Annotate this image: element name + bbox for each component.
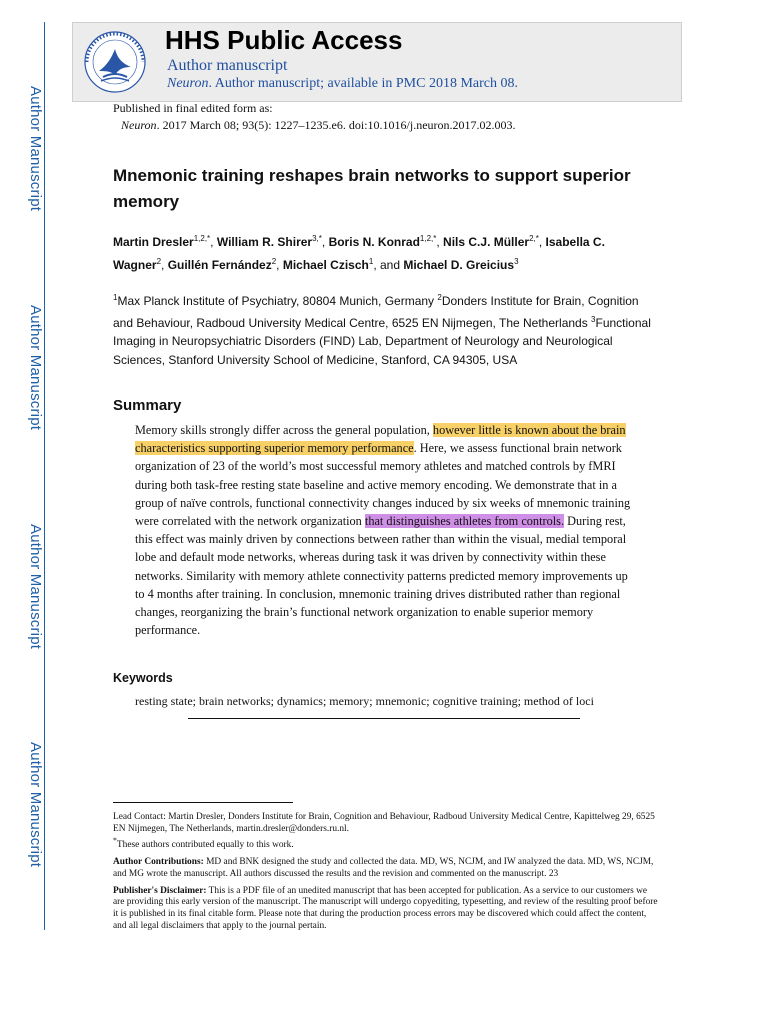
hhs-header-banner [72,22,682,102]
sidebar-rule [44,22,45,930]
footnotes [113,812,659,937]
author-separator: , and [373,258,404,272]
author-contributions-note: Author Contributions: MD and BNK designed the study and collected the data. MD, WS, NCJM, and IW analyzed the data. MD, WS, NCJM, and MG wrote the manuscript. All authors discussed the results and the revision and commented on the manuscript. 23 [113,857,654,879]
author-separator: , [321,235,329,249]
author-affiliation-sup: 3,* [312,234,322,243]
author-name: Boris N. Konrad [328,235,420,249]
hhs-eagle-seal-icon [81,29,149,95]
author-name: Isabella C. Wagner [113,235,605,272]
publication-info [113,100,516,134]
affiliation-text: Max Planck Institute of Psychiatry, 80804 Munich, Germany [117,294,438,308]
published-final-label: Published in final edited form as: [113,101,273,115]
sidebar-label-author-manuscript: Author Manuscript [27,742,44,868]
publisher-disclaimer-note: Publisher's Disclaimer: This is a PDF file of an unedited manuscript that has been accepted for publication. As a service to our customers we are providing this early version of the manuscript. The manuscript will undergo copyediting, typesetting, and review of the resulting proof before it is published in its final citable form. Please note that during the production process errors may be discovered which could affect the content, and all legal disclaimers that apply to the journal pertain. [113,885,658,931]
author-separator: , [210,235,217,249]
author-name: Martin Dresler [113,235,194,249]
affiliation-text: Donders Institute for Brain, Cognition and Behaviour, Radboud University Medical Centre, 6525 EN Nijmegen, The Netherlands [113,294,639,330]
author-list [113,229,653,275]
affiliation-sup: 2 [437,293,442,302]
keywords-heading: Keywords [113,671,173,685]
summary-abstract: Memory skills strongly differ across the general population, however little is known about the brain characteristics supporting superior memory performance. Here, we assess functional brain network organization of 23 of the world’s most successful memory athletes and matched controls by fMRI during both task-free resting state baseline and active memory encoding. We demonstrate that in a group of naïve controls, functional connectivity changes induced by six weeks of mnemonic training were correlated with the network organization that distinguishes athletes from controls. During rest, this effect was mainly driven by connections between rather than within the visual, medial temporal lobe and default mode networks, whereas during task it was driven by connectivity within these networks. Similarity with memory athlete connectivity patterns predicted memory improvements up to 4 months after training. In conclusion, mnemonic training drives distributed rather than regional changes, reorganizing the brain’s functional network organization to enable superior memory performance. [135,423,631,638]
author-separator: , [161,258,168,272]
sidebar-label-author-manuscript: Author Manuscript [27,524,44,650]
journal-name: Neuron [167,76,209,91]
citation: Neuron. 2017 March 08; 93(5): 1227–1235.e6. doi:10.1016/j.neuron.2017.02.003. [121,118,516,132]
author-separator: , [436,235,444,249]
author-affiliation-sup: 2,* [529,234,539,243]
summary-heading: Summary [113,397,182,414]
author-affiliation-sup: 1 [368,257,374,266]
affiliation-sup: 3 [591,314,596,324]
affiliation-sup: 1 [113,293,118,302]
equal-contribution-note: *These authors contributed equally to this work. [113,836,294,851]
lead-contact-note: Lead Contact: Martin Dresler, Donders Institute for Brain, Cognition and Behaviour, Radboud University Medical Centre, Kapittelweg 29, 6525 EN Nijmegen, The Netherlands, martin.dresler@donders.ru.nl. [113,812,655,834]
author-affiliation-sup: 3 [514,257,519,266]
sidebar-label-author-manuscript: Author Manuscript [27,305,44,431]
journal-availability-line: Neuron. Author manuscript; available in PMC 2018 March 08. [167,76,518,91]
author-name: William R. Shirer [216,235,313,249]
sidebar-label-author-manuscript: Author Manuscript [27,86,44,212]
author-affiliation-sup: 1,2,* [193,234,211,243]
author-name: Guillén Fernández [167,258,272,272]
author-manuscript-subtitle: Author manuscript [167,57,288,74]
keywords-divider [188,718,580,719]
footnote-divider [113,802,293,803]
author-separator: , [276,258,283,272]
author-affiliation-sup: 1,2,* [419,234,437,243]
author-name: Michael Czisch [282,258,369,272]
highlight-purple[interactable]: that distinguishes athletes from controls. [364,514,565,529]
author-name: Nils C.J. Müller [443,235,530,249]
affiliations [113,289,653,369]
author-affiliation-sup: 2 [271,257,277,266]
author-separator: , [538,235,546,249]
hhs-public-access-title: HHS Public Access [165,25,403,55]
author-affiliation-sup: 2 [156,257,162,266]
highlight-yellow[interactable]: however little is known about the brain characteristics supporting superior memory performance [135,423,626,456]
citation-journal: Neuron [121,118,157,132]
author-name: Michael D. Greicius [403,258,515,272]
article-title: Mnemonic training reshapes brain networks to support superior memory [113,166,631,211]
keywords-list: resting state; brain networks; dynamics; memory; mnemonic; cognitive training; method of loci [135,694,594,708]
affiliation-text: Functional Imaging in Neuropsychiatric Disorders (FIND) Lab, Department of Neurology and Neurological Sciences, Stanford University School of Medicine, Stanford, CA 94305, USA [113,315,651,367]
